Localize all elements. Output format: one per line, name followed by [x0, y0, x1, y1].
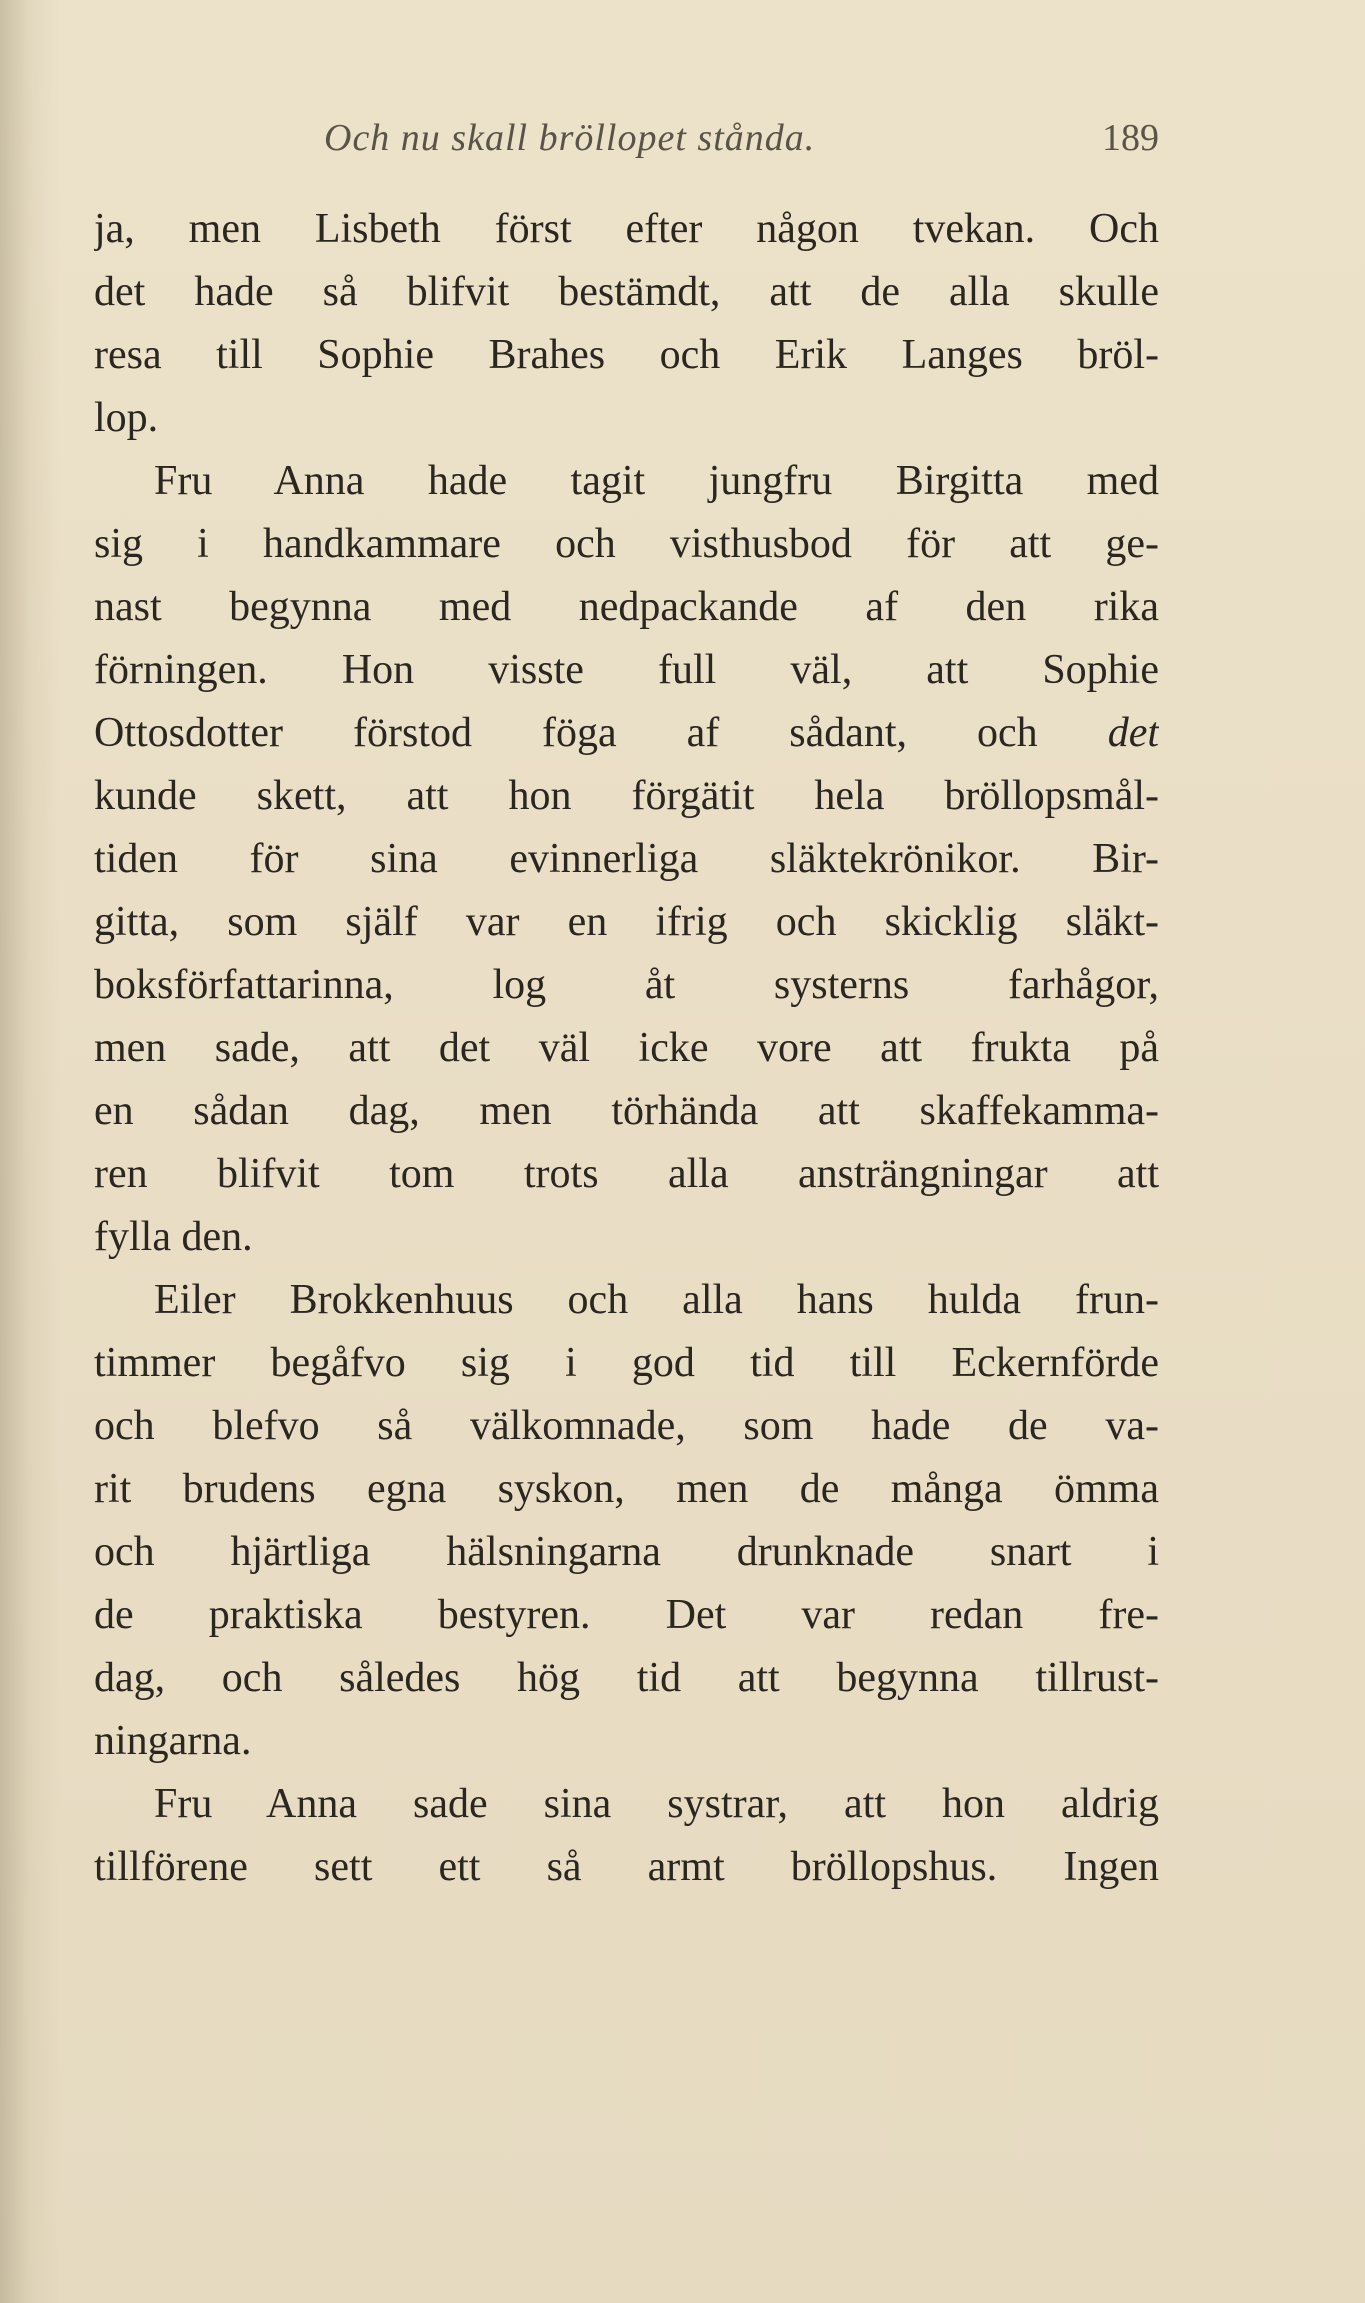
running-head: Och nu skall bröllopet stånda.: [324, 117, 816, 159]
text-line: fylla den.: [94, 1214, 253, 1260]
text-line: det hade så blifvit bestämdt, att de alla skulle: [94, 269, 1159, 315]
text-line: Fru Anna hade tagit jungfru Birgitta med: [154, 458, 1159, 504]
italic-word: det: [1107, 710, 1159, 756]
text-line: dag, och således hög tid att begynna tillrust-: [94, 1655, 1159, 1701]
text-line: lop.: [94, 395, 159, 441]
body-text: [94, 198, 1159, 1899]
text-line: men sade, att det väl icke vore att frukta på: [94, 1025, 1159, 1071]
text-line: ningarna.: [94, 1718, 252, 1764]
text-line: gitta, som själf var en ifrig och skicklig släkt-: [94, 899, 1159, 945]
text-line: ren blifvit tom trots alla ansträngningar att: [94, 1151, 1159, 1197]
page-header: [94, 108, 1159, 168]
text-line: nast begynna med nedpackande af den rika: [94, 584, 1159, 630]
text-line: timmer begåfvo sig i god tid till Eckernförde: [94, 1340, 1159, 1386]
text-line: tiden för sina evinnerliga släktekrönikor. Bir-: [94, 836, 1159, 882]
text-line: och hjärtliga hälsningarna drunknade snart i: [94, 1529, 1159, 1575]
text-segment: Ottosdotter förstod föga af sådant, och: [94, 710, 1108, 756]
text-line: Fru Anna sade sina systrar, att hon aldrig: [154, 1781, 1159, 1827]
text-line: sig i handkammare och visthusbod för att ge-: [94, 521, 1159, 567]
text-line: förningen. Hon visste full väl, att Sophie: [94, 647, 1159, 693]
text-line: tillförene sett ett så armt bröllopshus. Ingen: [94, 1844, 1159, 1890]
text-line: kunde skett, att hon förgätit hela bröllopsmål-: [94, 773, 1159, 819]
text-line: de praktiska bestyren. Det var redan fre-: [94, 1592, 1159, 1638]
text-line: Eiler Brokkenhuus och alla hans hulda frun-: [154, 1277, 1159, 1323]
text-line: boksförfattarinna, log åt systerns farhågor,: [94, 962, 1159, 1008]
text-line: en sådan dag, men törhända att skaffekamma-: [94, 1088, 1159, 1134]
text-line: resa till Sophie Brahes och Erik Langes bröl-: [94, 332, 1159, 378]
text-line: rit brudens egna syskon, men de många ömma: [94, 1466, 1159, 1512]
text-line: och blefvo så välkomnade, som hade de va-: [94, 1403, 1159, 1449]
text-line: ja, men Lisbeth först efter någon tvekan. Och: [94, 206, 1159, 252]
text-line: [94, 702, 1159, 765]
page-number: 189: [1102, 117, 1159, 159]
